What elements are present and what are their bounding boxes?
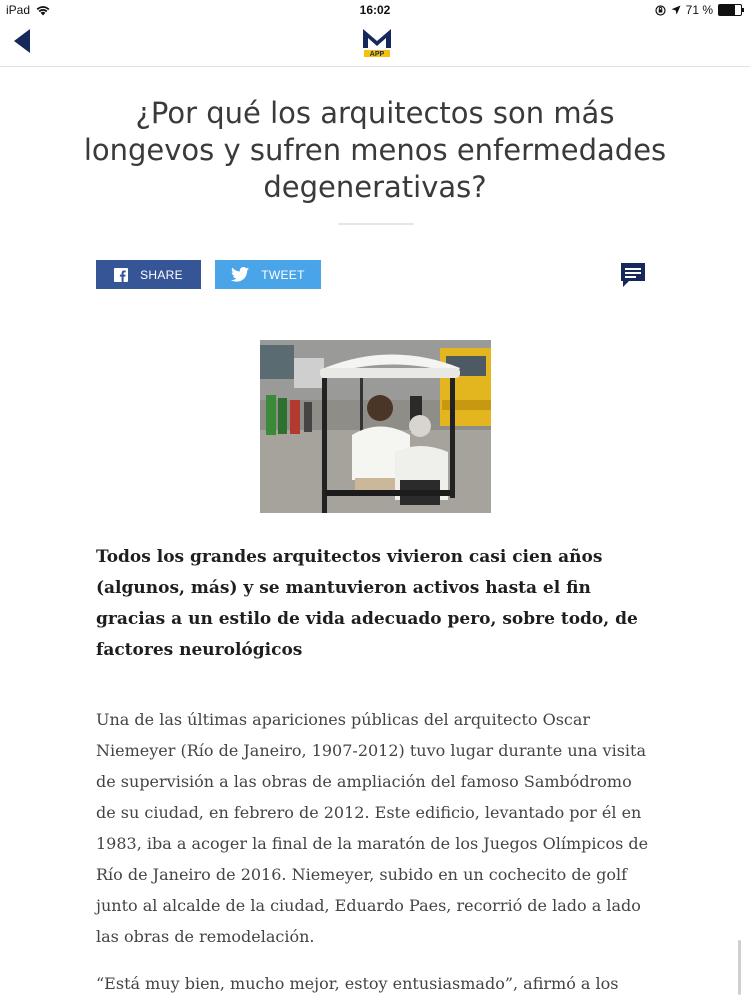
comments-button[interactable]: [619, 262, 647, 288]
orientation-lock-icon: [655, 5, 666, 16]
comment-icon: [619, 262, 647, 288]
twitter-tweet-button[interactable]: [215, 260, 321, 289]
logo-icon: [360, 25, 394, 59]
nav-bar: [0, 20, 750, 67]
device-label: iPad: [6, 3, 31, 17]
title-divider: [338, 223, 414, 225]
battery-icon: [718, 4, 742, 16]
article-paragraph-1: Una de las últimas apariciones públicas del arquitecto Oscar Niemeyer (Río de Janeiro, 1907-2012) tuvo lugar durante una visita de supervisión a las obras de ampliación del famoso Sambódromo de su ciudad, en febrero de 2012. Este edificio, levantado por él en 1983, iba a acoger la final de la maratón de los Juegos Olímpicos de Río de Janeiro de 2016. Niemeyer, subido en un cochecito de golf junto al alcalde de la ciudad, Eduardo Paes, recorrió de lado a lado las obras de remodelación.: [96, 710, 649, 946]
battery-level: [719, 5, 735, 15]
tweet-label: TWEET: [261, 267, 305, 282]
back-button[interactable]: [10, 26, 36, 56]
article-title: ¿Por qué los arquitectos son más longevos y sufren menos enfermedades degenerativas?: [83, 96, 667, 204]
facebook-share-button[interactable]: [96, 260, 201, 289]
status-right: [655, 3, 742, 17]
battery-percent: 71 %: [685, 3, 713, 17]
chevron-left-icon: [10, 26, 36, 56]
scroll-indicator[interactable]: [738, 940, 741, 995]
facebook-icon: [114, 268, 128, 282]
app-logo[interactable]: [360, 25, 394, 59]
logo-text: APP: [369, 51, 385, 58]
status-bar: [0, 0, 750, 20]
article-photo: [260, 340, 491, 513]
article-lede: Todos los grandes arquitectos vivieron casi cien años (algunos, más) y se mantuvieron activos hasta el fin gracias a un estilo de vida adecuado pero, sobre todo, de factores neurológicos: [96, 547, 638, 660]
share-label: SHARE: [140, 267, 183, 282]
golf-cart-photo: [260, 340, 491, 513]
article-paragraph-2: “Está muy bien, mucho mejor, estoy entusiasmado”, afirmó a los: [96, 974, 619, 993]
location-arrow-icon: [671, 5, 681, 15]
status-time: 16:02: [359, 3, 391, 17]
twitter-bird-icon: [231, 267, 249, 282]
